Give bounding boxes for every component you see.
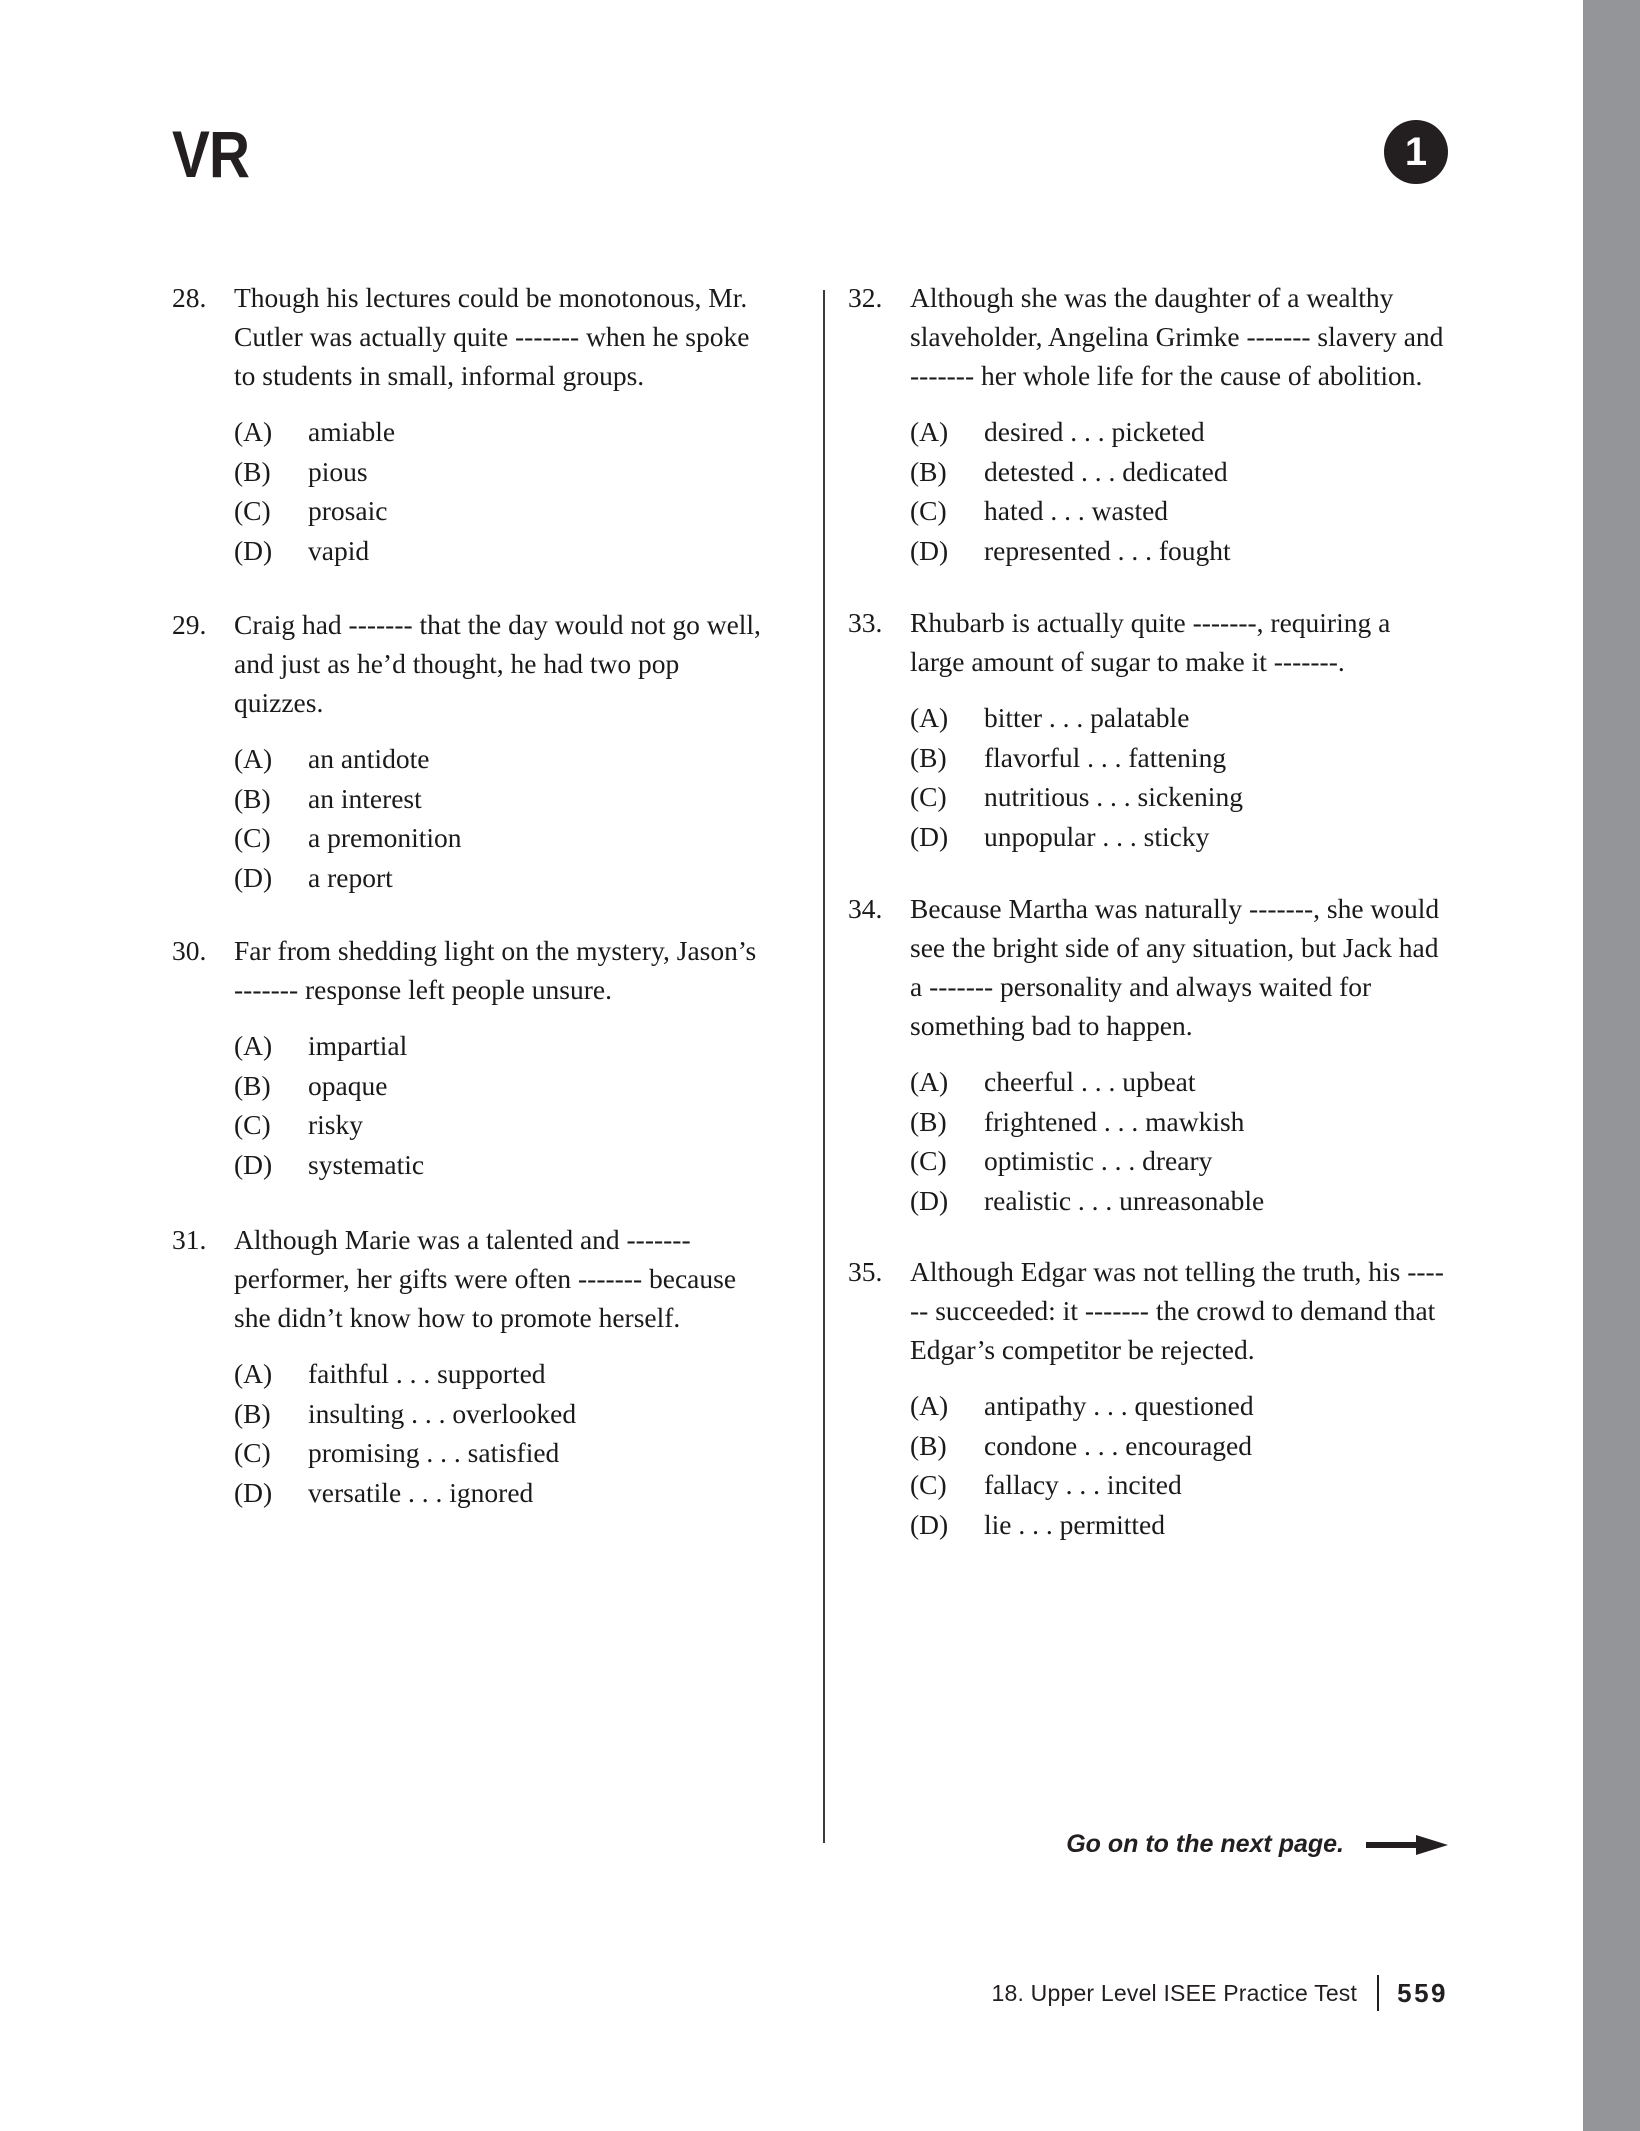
answer-option[interactable] <box>910 1102 1448 1142</box>
question-body <box>848 278 1448 395</box>
answer-option-letter: (D) <box>234 861 273 893</box>
answer-option-text: versatile . . . ignored <box>308 1476 534 1508</box>
answer-option-letter: (B) <box>234 455 271 487</box>
answer-options <box>172 1026 772 1184</box>
footer-divider <box>1377 1975 1379 2011</box>
answer-option-text: realistic . . . unreasonable <box>984 1184 1265 1216</box>
question-item <box>848 278 1448 570</box>
answer-option-letter: (D) <box>910 1508 949 1540</box>
answer-option[interactable] <box>234 739 772 779</box>
question-number: 33. <box>848 607 883 638</box>
answer-options <box>848 1386 1448 1544</box>
section-code-label: VR <box>172 117 250 191</box>
answer-option[interactable] <box>234 1354 772 1394</box>
page-header <box>172 118 1448 208</box>
answer-option-text: hated . . . wasted <box>984 495 1169 526</box>
question-stem: Far from shedding light on the mystery, Jason’s ------- response left people unsure. <box>234 935 757 1005</box>
question-item <box>172 931 772 1184</box>
answer-option-text: amiable <box>308 416 396 447</box>
answer-option[interactable] <box>234 779 772 819</box>
answer-option-letter: (A) <box>234 1358 273 1389</box>
question-item <box>172 605 772 897</box>
answer-option-text: detested . . . dedicated <box>984 455 1228 487</box>
question-body <box>172 278 772 395</box>
question-stem: Craig had ------- that the day would not go well, and just as he’d thought, he had two pop quizzes. <box>234 609 761 718</box>
answer-option-letter: (C) <box>234 1109 271 1140</box>
question-body <box>172 605 772 722</box>
answer-option[interactable] <box>234 1473 772 1513</box>
answer-option[interactable] <box>234 1066 772 1106</box>
answer-option-text: pious <box>308 455 368 487</box>
question-item <box>848 889 1448 1220</box>
answer-options <box>848 698 1448 856</box>
question-body <box>172 931 772 1009</box>
question-stem: Although Marie was a talented and ------- performer, her gifts were often ------- because she didn’t know how to promote herself. <box>234 1224 737 1333</box>
answer-option[interactable] <box>910 1386 1448 1426</box>
answer-option-letter: (C) <box>234 822 271 853</box>
answer-option-letter: (B) <box>910 1429 947 1461</box>
answer-option[interactable] <box>234 858 772 898</box>
answer-option-letter: (A) <box>910 1066 949 1097</box>
answer-option[interactable] <box>234 1105 772 1145</box>
answer-option-text: faithful . . . supported <box>308 1358 546 1389</box>
right-edge-gray-bar <box>1583 0 1640 2131</box>
answer-option-text: bitter . . . palatable <box>984 702 1190 733</box>
question-number: 35. <box>848 1256 883 1287</box>
answer-option-letter: (C) <box>910 1469 947 1500</box>
answer-option[interactable] <box>234 412 772 452</box>
answer-option[interactable] <box>234 531 772 571</box>
question-body <box>848 603 1448 681</box>
answer-option-text: a premonition <box>308 822 462 853</box>
answer-option-letter: (A) <box>910 416 949 447</box>
answer-option-letter: (B) <box>910 455 947 487</box>
answer-option-letter: (D) <box>234 1476 273 1508</box>
question-number: 32. <box>848 282 883 313</box>
question-number: 31. <box>172 1224 207 1255</box>
question-item <box>848 1252 1448 1544</box>
question-column-left <box>172 278 772 1548</box>
answer-option[interactable] <box>234 491 772 531</box>
question-body <box>848 889 1448 1045</box>
question-number: 34. <box>848 893 883 924</box>
answer-option[interactable] <box>234 1433 772 1473</box>
answer-option-text: an antidote <box>308 743 430 774</box>
footer-chapter-label: 18. Upper Level ISEE Practice Test <box>991 1979 1358 2006</box>
go-on-notice-text: Go on to the next page. <box>1066 1830 1344 1858</box>
answer-option-letter: (C) <box>234 495 271 526</box>
answer-option-text: insulting . . . overlooked <box>308 1397 577 1429</box>
column-divider <box>823 290 825 1843</box>
answer-option[interactable] <box>910 777 1448 817</box>
answer-option-letter: (A) <box>234 1030 273 1061</box>
question-stem: Although she was the daughter of a wealthy slaveholder, Angelina Grimke ------- slavery and ------- her whole life for the cause of abolition. <box>910 282 1444 391</box>
answer-option[interactable] <box>234 452 772 492</box>
answer-option[interactable] <box>234 1394 772 1434</box>
question-item <box>172 1220 772 1512</box>
question-number: 30. <box>172 935 207 966</box>
answer-option-text: fallacy . . . incited <box>984 1469 1182 1500</box>
answer-option-text: a report <box>308 861 393 893</box>
answer-option-text: flavorful . . . fattening <box>984 741 1227 773</box>
answer-option-letter: (C) <box>910 781 947 812</box>
answer-options <box>172 739 772 897</box>
answer-option-letter: (B) <box>234 1397 271 1429</box>
answer-option-letter: (A) <box>234 416 273 447</box>
answer-option-letter: (A) <box>910 1390 949 1421</box>
answer-option-letter: (B) <box>234 1069 271 1101</box>
question-stem: Although Edgar was not telling the truth, his ------ succeeded: it ------- the crowd to demand that Edgar’s competitor be rejected. <box>910 1256 1444 1365</box>
answer-option[interactable] <box>910 1505 1448 1545</box>
answer-option-text: frightened . . . mawkish <box>984 1105 1245 1137</box>
answer-option[interactable] <box>910 738 1448 778</box>
answer-option[interactable] <box>234 1026 772 1066</box>
answer-option[interactable] <box>910 1181 1448 1221</box>
section-number-badge: 1 <box>1384 120 1448 184</box>
answer-option[interactable] <box>910 412 1448 452</box>
answer-option-text: lie . . . permitted <box>984 1508 1165 1540</box>
question-stem: Rhubarb is actually quite -------, requiring a large amount of sugar to make it -------. <box>910 607 1391 677</box>
answer-option-text: condone . . . encouraged <box>984 1429 1253 1461</box>
question-body <box>172 1220 772 1337</box>
answer-option-text: an interest <box>308 782 422 814</box>
answer-option-letter: (D) <box>234 534 273 566</box>
question-stem: Though his lectures could be monotonous, Mr. Cutler was actually quite ------- when he spoke to students in small, informal groups. <box>234 282 750 391</box>
answer-option-letter: (B) <box>234 782 271 814</box>
answer-option-letter: (C) <box>910 495 947 526</box>
question-item <box>848 603 1448 856</box>
answer-option-letter: (C) <box>234 1437 271 1468</box>
answer-option-text: prosaic <box>308 495 388 526</box>
answer-options <box>848 412 1448 570</box>
answer-option[interactable] <box>910 491 1448 531</box>
page-number: 559 <box>1397 1977 1448 2008</box>
answer-option[interactable] <box>910 452 1448 492</box>
question-body <box>848 1252 1448 1369</box>
answer-option[interactable] <box>910 1426 1448 1466</box>
page-footer <box>700 1975 1448 2011</box>
answer-option-text: unpopular . . . sticky <box>984 820 1210 852</box>
answer-option[interactable] <box>910 698 1448 738</box>
answer-option-letter: (D) <box>910 820 949 852</box>
answer-option[interactable] <box>910 817 1448 857</box>
answer-option-text: systematic <box>308 1148 425 1180</box>
answer-option-letter: (D) <box>910 1184 949 1216</box>
answer-option-text: nutritious . . . sickening <box>984 781 1243 812</box>
question-item <box>172 278 772 570</box>
answer-option[interactable] <box>910 531 1448 571</box>
answer-option-text: represented . . . fought <box>984 534 1231 566</box>
question-stem: Because Martha was naturally -------, she would see the bright side of any situation, but Jack had a ------- personality and always waited for something bad to happen. <box>910 893 1440 1041</box>
answer-option-text: optimistic . . . dreary <box>984 1145 1213 1176</box>
answer-options <box>848 1062 1448 1220</box>
answer-option-letter: (A) <box>234 743 273 774</box>
question-number: 29. <box>172 609 207 640</box>
answer-option[interactable] <box>234 818 772 858</box>
answer-option-text: impartial <box>308 1030 408 1061</box>
go-on-notice <box>1064 1830 1448 1859</box>
question-column-right <box>848 278 1448 1580</box>
answer-options <box>172 412 772 570</box>
answer-option[interactable] <box>910 1062 1448 1102</box>
answer-option-text: desired . . . picketed <box>984 416 1205 447</box>
answer-option-letter: (D) <box>910 534 949 566</box>
right-arrow-icon <box>1366 1833 1448 1857</box>
answer-option-letter: (A) <box>910 702 949 733</box>
answer-option[interactable] <box>910 1465 1448 1505</box>
answer-option-letter: (D) <box>234 1148 273 1180</box>
answer-options <box>172 1354 772 1512</box>
answer-option-text: risky <box>308 1109 363 1140</box>
answer-option[interactable] <box>234 1145 772 1185</box>
question-number: 28. <box>172 282 207 313</box>
answer-option[interactable] <box>910 1141 1448 1181</box>
answer-option-letter: (B) <box>910 741 947 773</box>
answer-option-letter: (B) <box>910 1105 947 1137</box>
answer-option-text: antipathy . . . questioned <box>984 1390 1254 1421</box>
answer-option-letter: (C) <box>910 1145 947 1176</box>
answer-option-text: opaque <box>308 1069 388 1101</box>
answer-option-text: cheerful . . . upbeat <box>984 1066 1196 1097</box>
answer-option-text: promising . . . satisfied <box>308 1437 560 1468</box>
answer-option-text: vapid <box>308 534 370 566</box>
